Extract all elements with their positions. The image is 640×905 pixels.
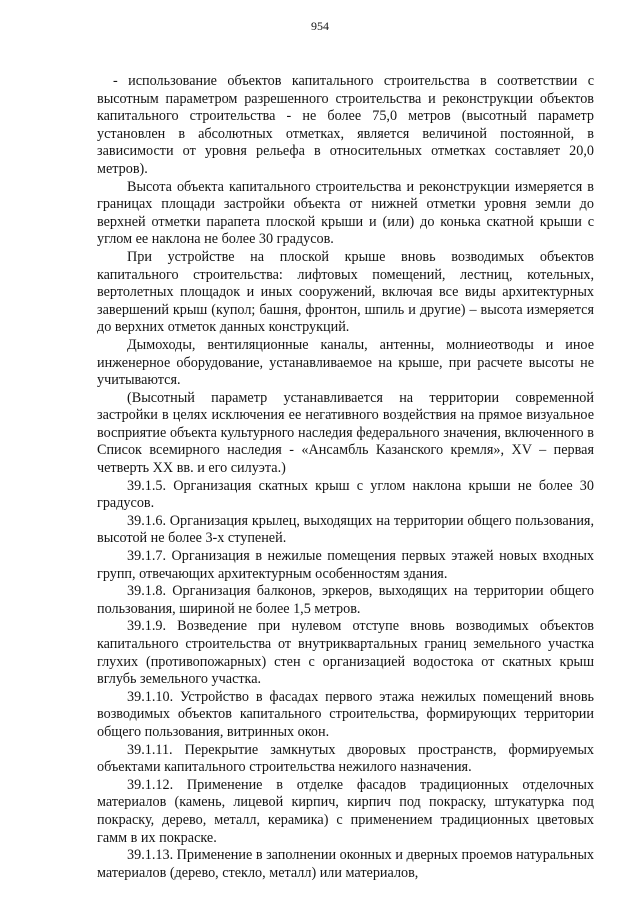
paragraph-height-parameter-note: (Высотный параметр устанавливается на территории современной застройки в целях исключения ее негативного воздействия на прямое визуальное восприятие объекта культурного наследия федерального значения, включенного в Список всемирного наследия - «Ансамбль Казанского кремля», XV – первая четверть XX вв. и его силуэта.): [97, 389, 594, 477]
clause-39-1-9: 39.1.9. Возведение при нулевом отступе вновь возводимых объектов капитального строительства от внутриквартальных границ земельного участка глухих (противопожарных) стен с организацией водостока от скатных крыш вглубь земельного участка.: [97, 618, 594, 688]
paragraph-height-measurement: Высота объекта капитального строительства и реконструкции измеряется в границах площади застройки объекта от нижней отметки уровня земли до верхней отметки парапета плоской крыши и (или) до конька скатной крыши с углом ее наклона не более 30 градусов.: [97, 178, 594, 248]
document-body: [97, 73, 594, 882]
paragraph-height-usage: - использование объектов капитального строительства в соответствии с высотным параметром разрешенного строительства и реконструкции объектов капитального строительства - не более 75,0 метров (высотный параметр установлен в абсолютных отметках, является величиной постоянной, в зависимости от уровня рельефа в относительных отметках составляет 20,0 метров).: [97, 73, 594, 177]
clause-39-1-8: 39.1.8. Организация балконов, эркеров, выходящих на территории общего пользования, шириной не более 1,5 метров.: [97, 583, 594, 617]
clause-39-1-13: 39.1.13. Применение в заполнении оконных и дверных проемов натуральных материалов (дерево, стекло, металл) или материалов,: [97, 847, 594, 881]
clause-39-1-7: 39.1.7. Организация в нежилые помещения первых этажей новых входных групп, отвечающих архитектурным особенностям здания.: [97, 548, 594, 582]
clause-39-1-5: 39.1.5. Организация скатных крыш с углом наклона крыши не более 30 градусов.: [97, 477, 594, 512]
clause-39-1-11: 39.1.11. Перекрытие замкнутых дворовых пространств, формируемых объектами капитального строительства нежилого назначения.: [97, 741, 594, 776]
clause-39-1-12: 39.1.12. Применение в отделке фасадов традиционных отделочных материалов (камень, лицевой кирпич, кирпич под покраску, штукатурка под покраску, дерево, металл, керамика) с применением традиционных цветовых гамм в их покраске.: [97, 776, 594, 846]
clause-39-1-6: 39.1.6. Организация крылец, выходящих на территории общего пользования, высотой не более 3-х ступеней.: [97, 512, 594, 547]
clause-39-1-10: 39.1.10. Устройство в фасадах первого этажа нежилых помещений вновь возводимых объектов капитального строительства, формирующих территории общего пользования, витринных окон.: [97, 688, 594, 740]
paragraph-roof-equipment: Дымоходы, вентиляционные каналы, антенны, молниеотводы и иное инженерное оборудование, устанавливаемое на крыше, при расчете высоты не учитываются.: [97, 336, 594, 389]
page-number: 954: [311, 19, 329, 33]
paragraph-roof-structures: При устройстве на плоской крыше вновь возводимых объектов капитального строительства: лифтовых помещений, лестниц, котельных, вертолетных площадок и иных сооружений, включая все виды архитектурных завершений крыш (купол; башня, фронтон, шпиль и другие) – высота измеряется до верхних отметок данных конструкций.: [97, 248, 594, 336]
